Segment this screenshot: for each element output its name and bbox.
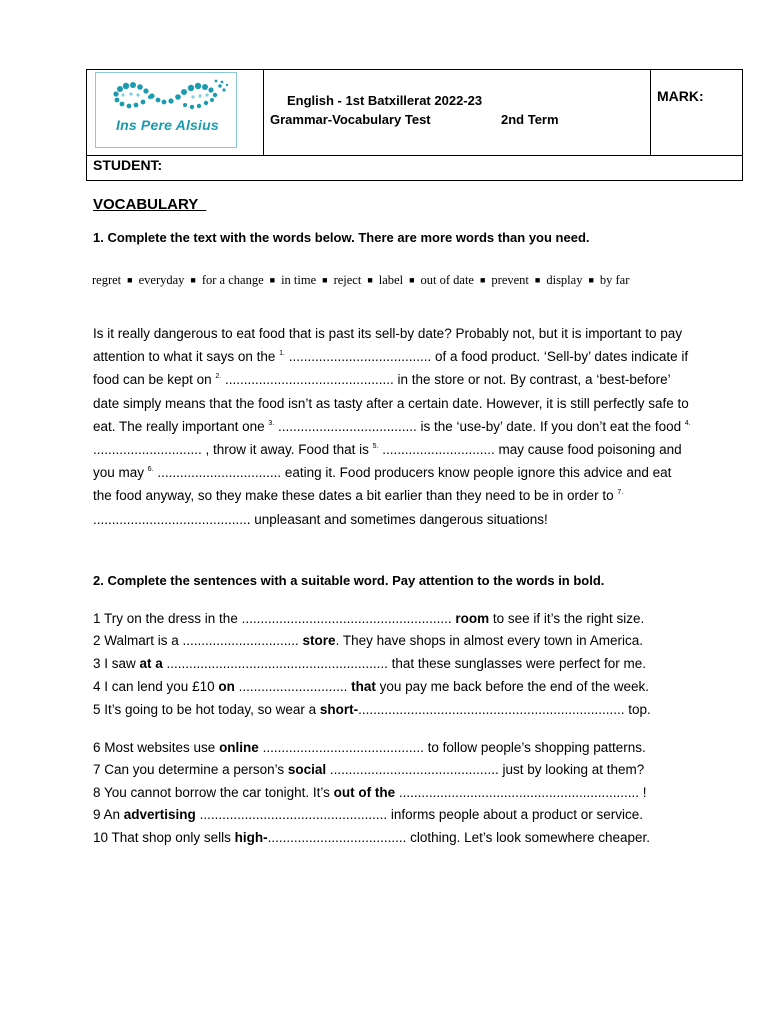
word-separator: ■ [127,275,133,285]
gap-number: 6. [147,466,154,474]
bold-cue-word: out of the [333,785,396,800]
bold-cue-word: at a [139,656,163,671]
exercise-2-instruction: 2. Complete the sentences with a suitable word. Pay attention to the words in bold. [93,573,605,588]
word-bank-item: label [378,273,404,287]
header-table [86,69,743,181]
word-separator: ■ [479,275,486,285]
bold-cue-word: on [218,679,235,694]
infinity-dots-logo-icon [96,75,236,119]
word-bank-item: prevent [491,273,529,287]
section-title: VOCABULARY [93,196,207,213]
word-separator: ■ [534,275,541,285]
gap-number: 3. [268,419,275,427]
word-bank-item: by far [599,273,630,287]
exercise-1-instruction: 1. Complete the text with the words below. There are more words than you need. [93,230,590,245]
word-bank-item: for a change [201,273,264,287]
header-divider [650,70,651,156]
word-separator: ■ [409,275,415,285]
sentence-item: 5 It’s going to be hot today, so wear a short-....................................................................... top. [93,702,651,717]
word-separator: ■ [588,275,594,285]
gap-number: 7. [617,489,624,497]
word-separator: ■ [367,275,373,285]
gap-number: 5. [372,443,379,451]
sentence-item: 2 Walmart is a ............................... store. They have shops in almost every town in America. [93,633,643,648]
bold-cue-word: short- [319,702,359,717]
word-bank-item: everyday [138,273,185,287]
header-divider [87,155,742,156]
student-label: STUDENT: [93,157,163,173]
mark-label: MARK: [657,88,704,104]
word-separator: ■ [190,275,196,285]
gap-number: 4. [684,419,691,427]
logo-text: Ins Pere Alsius [116,117,219,133]
exercise-1-text: Is it really dangerous to eat food that is past its sell-by date? Probably not, but it is important to pay attention to what it says on the $^{1.}$ ...................................... of a food product. ‘Sell-by’ dates indicate if food can be kept on $^{2.}$ ............................................. in the store or not. By contrast, a ‘best-before’ date simply means that the food isn’t as tasty after a certain date. However, it is still perfectly safe to eat. The really important one $^{3.}$ ..................................... is the ‘use-by’ date. If you don’t eat the food $^{4.}$ ............................. , throw it away. Food that is $^{5.}$ .............................. may cause food poisoning and you may $^{6.}$ ................................. eating it. Food producers know people ignore this advice and eat the food anyway, so they make these dates a bit earlier than they need to be in order to $^{7.}$ .......................................... unpleasant and sometimes dangerous situations! [93,326,691,527]
word-separator: ■ [322,275,328,285]
test-name: Grammar-Vocabulary Test [270,112,431,127]
word-bank-item: in time [281,273,317,287]
sentence-item: 10 That shop only sells high-..................................... clothing. Let’s look somewhere cheaper. [93,830,651,845]
header-divider [263,70,264,156]
bold-cue-word: high- [234,830,268,845]
word-bank-item: regret [92,273,122,287]
sentence-item: 3 I saw at a ........................................................... that these sunglasses were perfect for me. [93,656,646,671]
bold-cue-word: that [351,679,376,694]
word-bank-item: reject [333,273,362,287]
sentence-item: 9 An advertising .................................................. informs people about a product or service. [93,807,643,822]
word-separator: ■ [269,275,276,285]
gap-number: 2. [215,373,222,381]
sentence-item: 7 Can you determine a person’s social ............................................. just by looking at them? [93,762,645,777]
word-bank-item: out of date [420,273,474,287]
school-logo [95,72,237,148]
sentence-item: 1 Try on the dress in the ........................................................ room to see if it’s the right size. [93,611,645,626]
sentence-item: 4 I can lend you £10 on ............................. that you pay me back before the end of the week. [93,679,650,694]
sentence-item: 6 Most websites use online ........................................... to follow people’s shopping patterns. [93,740,646,755]
bold-cue-word: store [302,633,336,648]
bold-cue-word: social [287,762,327,777]
word-bank [92,273,629,288]
bold-cue-word: room [455,611,490,626]
bold-cue-word: advertising [123,807,196,822]
course-title: English - 1st Batxillerat 2022-23 [287,93,483,108]
term-label: 2nd Term [501,112,559,127]
sentence-item: 8 You cannot borrow the car tonight. It’s out of the ................................................................ ! [93,785,647,800]
word-bank-item: display [546,273,583,287]
bold-cue-word: online [219,740,259,755]
gap-number: 1. [279,350,285,358]
